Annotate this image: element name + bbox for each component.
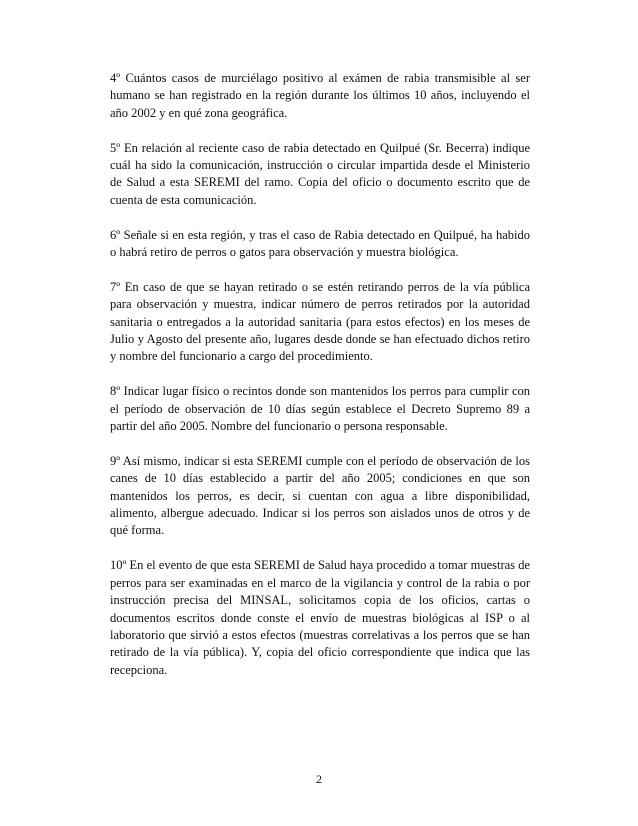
paragraph-item-10: 10º En el evento de que esta SEREMI de Salud haya procedido a tomar muestras de perros para ser examinadas en el marco de la vigilancia y control de la rabia o por instrucción precisa del MINSAL, solicitamos copia de los oficios, cartas o documentos escritos donde conste el envío de muestras biológicas al ISP o al laboratorio que sirvió a estos efectos (muestras correlativas a los perros que se han retirado de la vía pública). Y, copia del oficio correspondiente que indica que las recepciona. (110, 558, 530, 677)
paragraph-item-8: 8º Indicar lugar físico o recintos donde son mantenidos los perros para cumplir con el período de observación de 10 días según establece el Decreto Supremo 89 a partir del año 2005. Nombre del funcionario o persona responsable. (110, 384, 530, 434)
paragraph-item-4: 4º Cuántos casos de murciélago positivo al exámen de rabia transmisible al ser humano se han registrado en la región durante los últimos 10 años, incluyendo el año 2002 y en qué zona geográfica. (110, 71, 530, 120)
document-body (110, 70, 530, 697)
paragraph-item-7: 7º En caso de que se hayan retirado o se estén retirando perros de la vía pública para observación y muestra, indicar número de perros retirados por la autoridad sanitaria o entregados a la autoridad sanitaria (para estos efectos) en los meses de Julio y Agosto del presente año, lugares desde donde se han efectuado dichos retiro y nombre del funcionario a cargo del procedimiento. (110, 279, 530, 364)
paragraph-item-9: 9º Así mismo, indicar si esta SEREMI cumple con el período de observación de los canes de 10 días establecido a partir del año 2005; condiciones en que son mantenidos los perros, es decir, si cuentan con agua a libre disponibilidad, alimento, albergue adecuado. Indicar si los perros son aislados unos de otros y de qué forma. (110, 453, 530, 538)
page-number: 2 (316, 772, 322, 786)
paragraph-item-6: 6º Señale si en esta región, y tras el caso de Rabia detectado en Quilpué, ha habido o habrá retiro de perros o gatos para observación y muestra biológica. (110, 227, 530, 260)
paragraph-item-5: 5º En relación al reciente caso de rabia detectado en Quilpué (Sr. Becerra) indique cuál ha sido la comunicación, instrucción o circular impartida desde el Ministerio de Salud a esta SEREMI del ramo. Copia del oficio o documento escrito que de cuenta de esta comunicación. (110, 140, 530, 207)
